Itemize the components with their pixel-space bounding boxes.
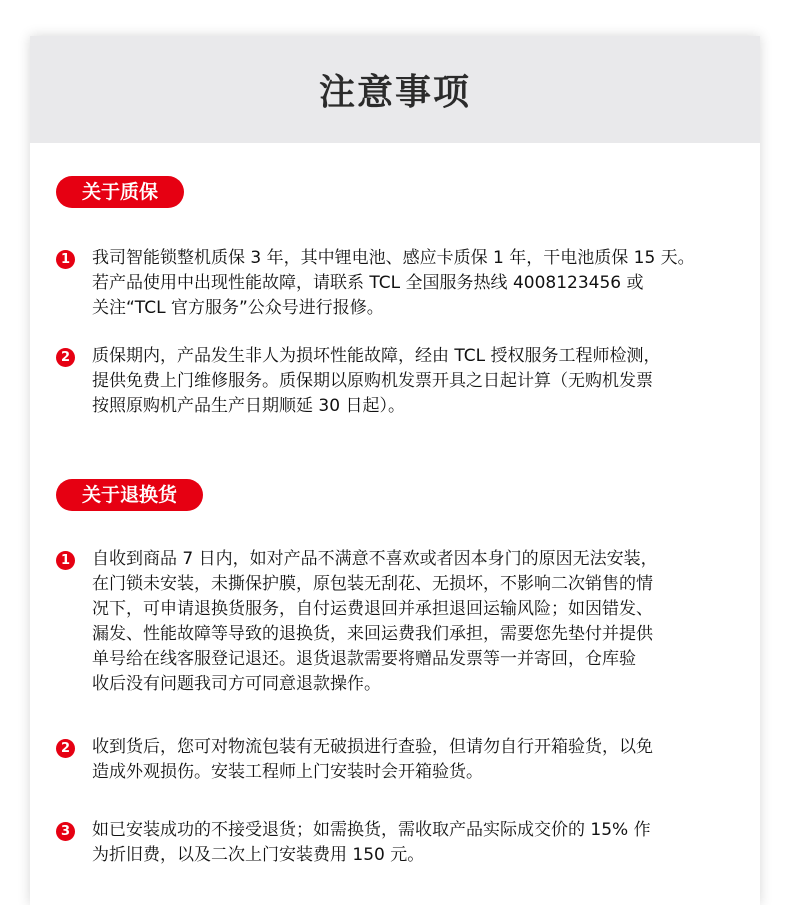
warranty-item-1 — [56, 246, 736, 321]
section-heading-warranty: 关于质保 — [56, 176, 184, 208]
section-heading-returns: 关于退换货 — [56, 479, 203, 511]
list-item — [56, 344, 736, 419]
item-line: 按照原购机产品生产日期顺延 30 日起）。 — [92, 396, 405, 416]
number-badge: 3 — [56, 822, 75, 841]
returns-item-1 — [56, 547, 736, 697]
warranty-item-2 — [56, 344, 736, 419]
list-item — [56, 735, 736, 785]
list-item — [56, 547, 736, 697]
item-line: 若产品使用中出现性能故障，请联系 TCL 全国服务热线 4008123456 或 — [92, 273, 644, 293]
card-header — [30, 36, 760, 143]
list-item — [56, 818, 736, 868]
notice-card — [30, 36, 760, 905]
item-line: 我司智能锁整机质保 3 年，其中锂电池、感应卡质保 1 年，干电池质保 15 天。 — [92, 248, 695, 268]
item-line: 关注“TCL 官方服务”公众号进行报修。 — [92, 298, 384, 318]
item-line: 造成外观损伤。安装工程师上门安装时会开箱验货。 — [92, 762, 483, 782]
number-badge: 1 — [56, 551, 75, 570]
list-item — [56, 246, 736, 321]
item-line: 漏发、性能故障等导致的退换货，来回运费我们承担，需要您先垫付并提供 — [92, 624, 653, 644]
section-returns — [56, 479, 736, 511]
returns-item-3 — [56, 818, 736, 868]
item-line: 自收到商品 7 日内，如对产品不满意不喜欢或者因本身门的原因无法安装， — [92, 549, 658, 569]
number-badge: 2 — [56, 348, 75, 367]
number-badge: 1 — [56, 250, 75, 269]
number-badge: 2 — [56, 739, 75, 758]
item-line: 收后没有问题我司方可同意退款操作。 — [92, 674, 381, 694]
item-line: 收到货后，您可对物流包装有无破损进行查验，但请勿自行开箱验货，以免 — [92, 737, 653, 757]
page-title: 注意事项 — [318, 72, 471, 113]
item-line: 提供免费上门维修服务。质保期以原购机发票开具之日起计算（无购机发票 — [92, 371, 653, 391]
item-line: 如已安装成功的不接受退货；如需换货，需收取产品实际成交价的 15% 作 — [92, 820, 651, 840]
item-line: 质保期内，产品发生非人为损坏性能故障，经由 TCL 授权服务工程师检测， — [92, 346, 661, 366]
section-warranty — [56, 176, 736, 208]
item-line: 况下，可申请退换货服务，自付运费退回并承担退回运输风险；如因错发、 — [92, 599, 653, 619]
item-line: 在门锁未安装，未撕保护膜，原包装无刮花、无损坏，不影响二次销售的情 — [92, 574, 653, 594]
returns-item-2 — [56, 735, 736, 785]
item-line: 为折旧费，以及二次上门安装费用 150 元。 — [92, 845, 425, 865]
item-line: 单号给在线客服登记退还。退货退款需要将赠品发票等一并寄回，仓库验 — [92, 649, 636, 669]
